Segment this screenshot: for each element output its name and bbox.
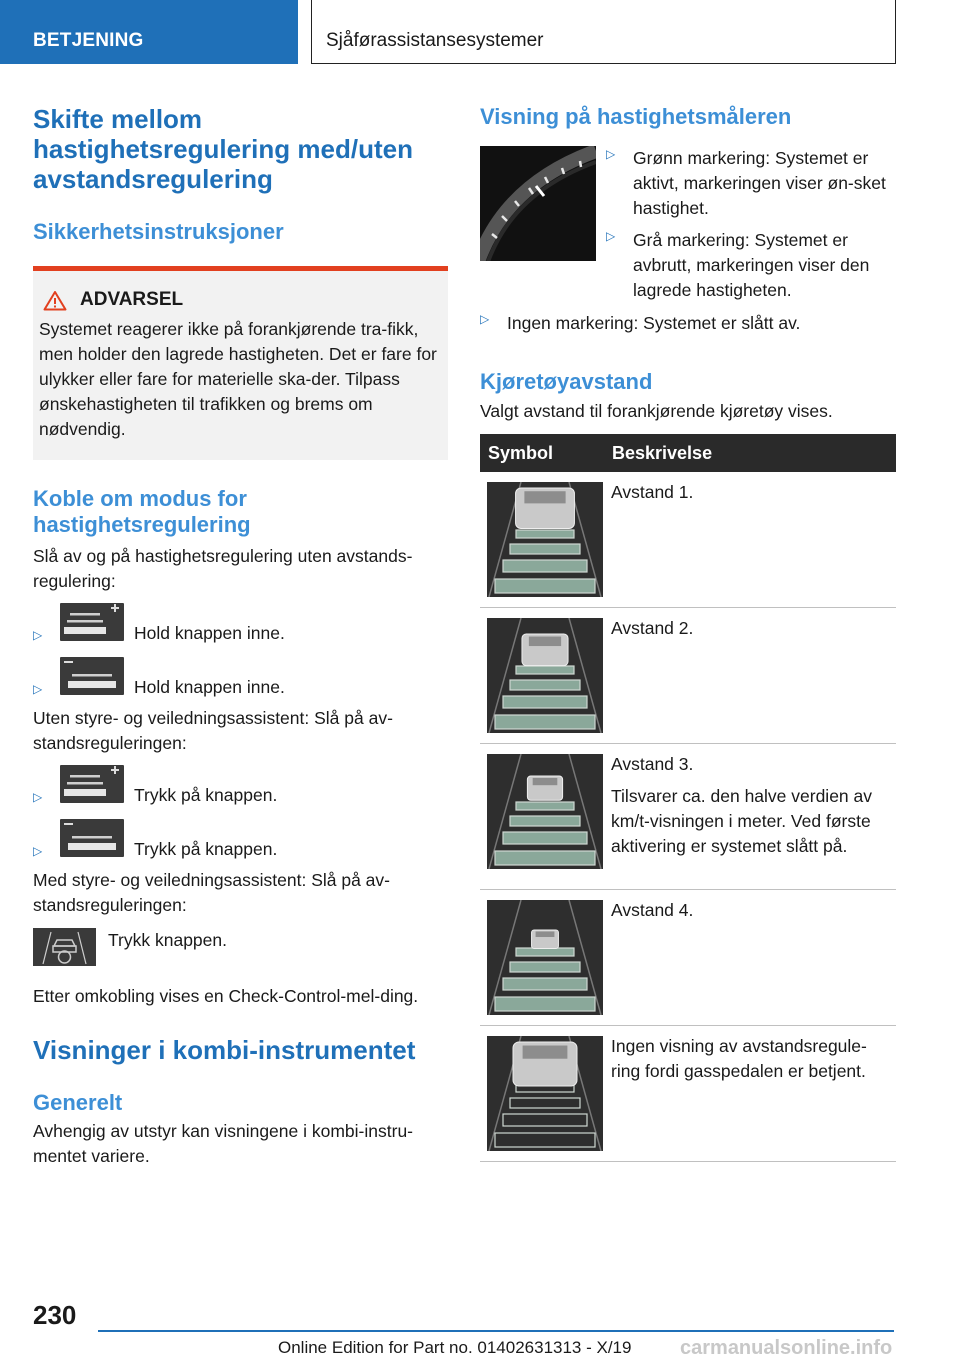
step-item [33, 819, 448, 864]
speedo-item [606, 228, 896, 303]
distance-plus-button-icon [60, 765, 124, 803]
distance-minus-button-icon [60, 819, 124, 857]
with-assist-text: Med styre- og veiledningsassistent: Slå på av-standsreguleringen: [33, 870, 390, 915]
warning-text: Systemet reagerer ikke på forankjørende tra-fikk, men holder den lagrede hastigheten. Det er fare for ulykker eller fare for materielle ska-der. Tilpass ønskehastigheten til trafikken og brems om nødvendig. [39, 319, 437, 439]
step-label: Trykk på knappen. [134, 839, 278, 859]
distance-minus-button-icon [60, 657, 124, 695]
table-row [480, 472, 896, 608]
distance-intro: Valgt avstand til forankjørende kjøretøy vises. [480, 401, 833, 421]
bullet-triangle-icon: ▷ [480, 312, 490, 326]
warning-box [33, 266, 448, 460]
speedo-item [480, 311, 896, 336]
main-heading: Skifte mellom hastighetsregulering med/uten avstandsregulering [33, 104, 413, 194]
assist-step [33, 928, 448, 966]
distance-plus-button-icon [60, 603, 124, 641]
row-desc: Avstand 3. [611, 754, 694, 774]
step-label: Trykk på knappen. [134, 785, 278, 805]
row-extra: Tilsvarer ca. den halve verdien av km/t-visningen i meter. Ved første aktivering er systemet slått på. [611, 786, 873, 856]
speedo-item [606, 146, 896, 221]
table-row [480, 744, 896, 890]
distance-2-icon [487, 618, 603, 733]
bullet-triangle-icon: ▷ [606, 229, 616, 243]
warning-triangle-icon [43, 290, 67, 311]
after-switch-text: Etter omkobling vises en Check-Control-mel-ding. [33, 986, 419, 1006]
right-column [480, 104, 896, 1162]
assist-button-icon [33, 928, 96, 966]
distance-none-icon [487, 1036, 603, 1151]
row-desc: Ingen visning av avstandsregule-ring fordi gasspedalen er betjent. [611, 1036, 867, 1081]
speedo-item-text: Grå markering: Systemet er avbrutt, markeringen viser den lagrede hastigheten. [633, 230, 870, 300]
step-item [33, 657, 448, 702]
speedometer-image [480, 146, 596, 261]
table-row [480, 890, 896, 1026]
col-symbol-header: Symbol [488, 442, 554, 463]
without-assist-text: Uten styre- og veiledningsassistent: Slå på av-standsreguleringen: [33, 708, 393, 753]
bullet-triangle-icon: ▷ [33, 844, 43, 858]
table-row [480, 608, 896, 744]
general-heading: Generelt [33, 1090, 123, 1115]
edition-footer: Online Edition for Part no. 01402631313 - X/19 [278, 1338, 632, 1357]
left-column [33, 104, 448, 1169]
footer-divider [98, 1330, 894, 1332]
section-tab[interactable]: BETJENING [0, 0, 298, 64]
watermark: carmanualsonline.info [680, 1337, 893, 1359]
speedo-heading: Visning på hastighetsmåleren [480, 104, 792, 129]
distance-table [480, 434, 896, 1162]
distance-heading: Kjøretøyavstand [480, 369, 653, 394]
mode-heading: Koble om modus for hastighetsregulering [33, 486, 251, 537]
mode-intro: Slå av og på hastighetsregulering uten avstands-regulering: [33, 546, 413, 591]
table-row [480, 1026, 896, 1162]
step-label: Hold knappen inne. [134, 677, 285, 697]
step-label: Hold knappen inne. [134, 623, 285, 643]
table-header [480, 434, 896, 472]
bullet-triangle-icon: ▷ [33, 790, 43, 804]
row-desc: Avstand 1. [611, 482, 694, 502]
row-desc: Avstand 2. [611, 618, 694, 638]
warning-title: ADVARSEL [80, 289, 184, 310]
row-desc: Avstand 4. [611, 900, 694, 920]
page-number: 230 [33, 1300, 77, 1330]
speedo-item-text: Ingen markering: Systemet er slått av. [507, 313, 801, 333]
distance-1-icon [487, 482, 603, 597]
safety-heading: Sikkerhetsinstruksjoner [33, 219, 284, 244]
distance-3-icon [487, 754, 603, 869]
general-text: Avhengig av utstyr kan visningene i kombi-instru-mentet variere. [33, 1121, 414, 1166]
step-item [33, 603, 448, 648]
speedo-item-text: Grønn markering: Systemet er aktivt, markeringen viser øn-sket hastighet. [633, 148, 886, 218]
bullet-triangle-icon: ▷ [606, 147, 616, 161]
col-description-header: Beskrivelse [612, 442, 713, 463]
bullet-triangle-icon: ▷ [33, 628, 43, 642]
bullet-triangle-icon: ▷ [33, 682, 43, 696]
step-item [33, 765, 448, 810]
press-label: Trykk knappen. [108, 930, 227, 950]
displays-heading: Visninger i kombi-instrumentet [33, 1035, 416, 1065]
distance-4-icon [487, 900, 603, 1015]
chapter-title: Sjåførassistansesystemer [311, 0, 896, 64]
